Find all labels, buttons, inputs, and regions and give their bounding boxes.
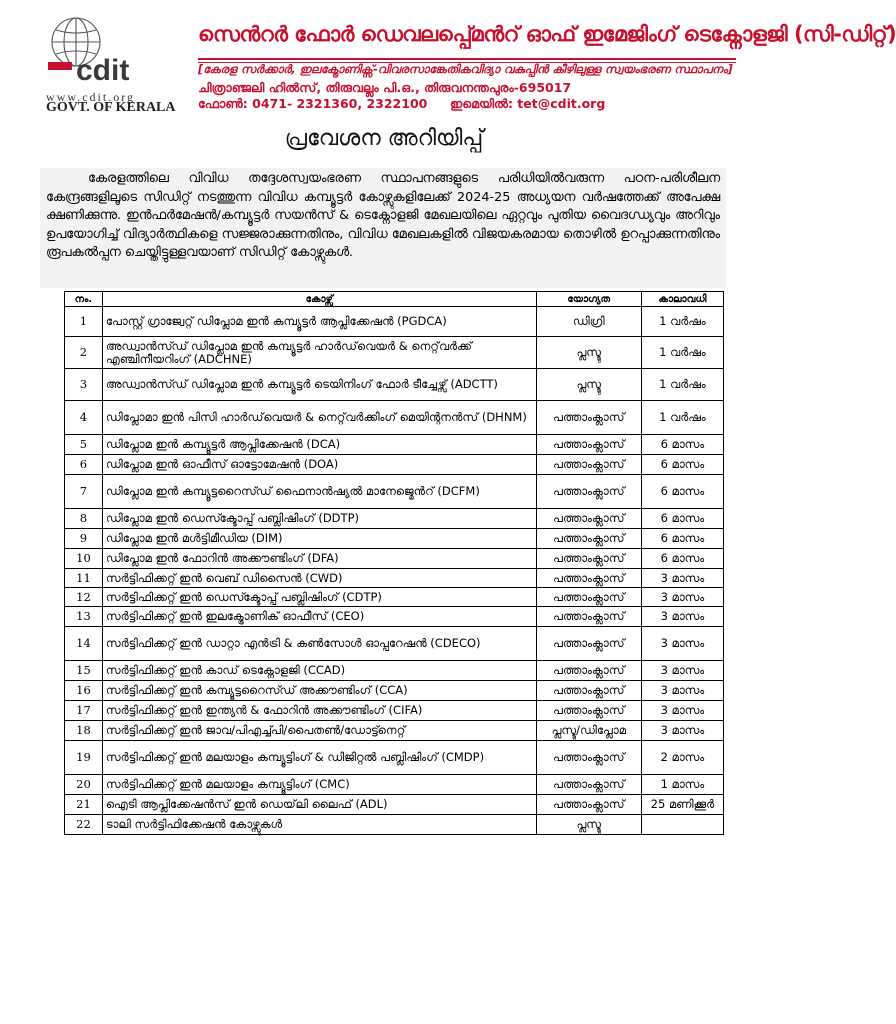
cell-duration: 25 മണിക്കൂർ — [641, 795, 723, 815]
header-no: നം. — [65, 292, 103, 307]
cell-no: 2 — [65, 337, 103, 369]
cell-course: ഡിപ്ലോമ ഇൻ ഡെസ്ക്ടോപ്പ് പബ്ലിഷിംഗ് (DDTP) — [102, 509, 536, 529]
cell-no: 14 — [65, 627, 103, 661]
cell-duration: 1 വർഷം — [641, 401, 723, 435]
table-row — [65, 529, 724, 549]
table-row — [65, 455, 724, 475]
cell-course: അഡ്വാൻസ്ഡ് ഡിപ്ലോമ ഇൻ കമ്പ്യൂട്ടർ ടെയിനിംഗ് ഫോർ ടീച്ചേഴ്സ് (ADCTT) — [102, 369, 536, 401]
header-qualification: യോഗ്യത — [536, 292, 641, 307]
cell-qualification: പത്താംക്ലാസ് — [536, 549, 641, 569]
cell-no: 11 — [65, 569, 103, 588]
table-row — [65, 509, 724, 529]
cell-duration: 3 മാസം — [641, 661, 723, 681]
cell-course: സർട്ടിഫിക്കറ്റ് ഇൻ കാഡ് ടെക്നോളജി (CCAD) — [102, 661, 536, 681]
cell-qualification: പത്താംക്ലാസ് — [536, 455, 641, 475]
cell-qualification: പ്ലസ്ടു — [536, 369, 641, 401]
cell-no: 5 — [65, 435, 103, 455]
cell-qualification: ഡിഗ്രി — [536, 307, 641, 337]
cell-no: 19 — [65, 741, 103, 775]
cell-qualification: പത്താംക്ലാസ് — [536, 681, 641, 701]
cell-qualification: പത്താംക്ലാസ് — [536, 401, 641, 435]
table-row — [65, 307, 724, 337]
cell-no: 9 — [65, 529, 103, 549]
cell-no: 22 — [65, 815, 103, 835]
table-row — [65, 435, 724, 455]
cell-no: 20 — [65, 775, 103, 795]
cell-no: 21 — [65, 795, 103, 815]
cell-duration: 6 മാസം — [641, 509, 723, 529]
table-row — [65, 795, 724, 815]
cell-course: ഡിപ്ലോമ ഇൻ കമ്പ്യൂട്ടർ ആപ്ലിക്കേഷൻ (DCA) — [102, 435, 536, 455]
cell-course: സർട്ടിഫിക്കറ്റ് ഇൻ ജാവ/പിഎച്ച്പി/പൈതൺ/ഡോട്ട്നെറ്റ് — [102, 721, 536, 741]
table-row — [65, 775, 724, 795]
cell-qualification: പത്താംക്ലാസ് — [536, 569, 641, 588]
table-row — [65, 721, 724, 741]
cell-no: 17 — [65, 701, 103, 721]
cell-duration: 1 വർഷം — [641, 337, 723, 369]
cell-course: സർട്ടിഫിക്കറ്റ് ഇൻ മലയാളം കമ്പ്യൂട്ടിംഗ് & ഡിജിറ്റൽ പബ്ലിഷിംഗ് (CMDP) — [102, 741, 536, 775]
table-row — [65, 627, 724, 661]
table-row — [65, 741, 724, 775]
cell-duration: 3 മാസം — [641, 681, 723, 701]
cell-course: സർട്ടിഫിക്കറ്റ് ഇൻ കമ്പ്യൂട്ടറൈസ്ഡ് അക്കൗണ്ടിംഗ് (CCA) — [102, 681, 536, 701]
cell-no: 10 — [65, 549, 103, 569]
table-row — [65, 569, 724, 588]
cell-qualification: പത്താംക്ലാസ് — [536, 627, 641, 661]
cell-course: ഡിപ്ലോമാ ഇൻ പിസി ഹാർഡ്‌വെയർ & നെറ്റ്‌വർക്കിംഗ് മെയിന്റനൻസ് (DHNM) — [102, 401, 536, 435]
cell-course: സർട്ടിഫിക്കറ്റ് ഇൻ മലയാളം കമ്പ്യൂട്ടിംഗ് (CMC) — [102, 775, 536, 795]
table-row — [65, 681, 724, 701]
cell-no: 1 — [65, 307, 103, 337]
cell-duration: 6 മാസം — [641, 455, 723, 475]
cell-course: ഡിപ്ലോമ ഇൻ കമ്പ്യൂട്ടറൈസ്ഡ് ഫൈനാൻഷ്യൽ മാനേജ്മെൻറ് (DCFM) — [102, 475, 536, 509]
cell-duration: 3 മാസം — [641, 701, 723, 721]
govt-label: GOVT. OF KERALA — [46, 100, 176, 115]
cell-course: സർട്ടിഫിക്കറ്റ് ഇൻ ഇന്ത്യൻ & ഫോറിൻ അക്കൗണ്ടിംഗ് (CIFA) — [102, 701, 536, 721]
header-rule — [198, 58, 736, 60]
table-row — [65, 588, 724, 607]
table-row — [65, 401, 724, 435]
cell-qualification: പത്താംക്ലാസ് — [536, 795, 641, 815]
cell-qualification: പത്താംക്ലാസ് — [536, 661, 641, 681]
cell-duration: 6 മാസം — [641, 549, 723, 569]
cell-duration: 3 മാസം — [641, 627, 723, 661]
cell-qualification: പത്താംക്ലാസ് — [536, 588, 641, 607]
table-row — [65, 369, 724, 401]
cell-course: സർട്ടിഫിക്കറ്റ് ഇൻ ഡെസ്ക്ടോപ്പ് പബ്ലിഷിംഗ് (CDTP) — [102, 588, 536, 607]
table-row — [65, 337, 724, 369]
table-header-row — [65, 292, 724, 307]
table-row — [65, 815, 724, 835]
cell-no: 3 — [65, 369, 103, 401]
cell-course: ടാലി സർട്ടിഫിക്കേഷൻ കോഴ്സുകൾ — [102, 815, 536, 835]
cell-course: പോസ്റ്റ് ഗ്രാജ്വേറ്റ് ഡിപ്ലോമ ഇൻ കമ്പ്യൂട്ടർ ആപ്ലിക്കേഷൻ (PGDCA) — [102, 307, 536, 337]
table-row — [65, 661, 724, 681]
header-course: കോഴ്സ് — [102, 292, 536, 307]
cell-qualification: പത്താംക്ലാസ് — [536, 529, 641, 549]
cell-course: സർട്ടിഫിക്കറ്റ് ഇൻ വെബ് ഡിസൈൻ (CWD) — [102, 569, 536, 588]
header-duration: കാലാവധി — [641, 292, 723, 307]
cell-qualification: പത്താംക്ലാസ് — [536, 741, 641, 775]
cell-no: 13 — [65, 607, 103, 627]
cell-qualification: പത്താംക്ലാസ് — [536, 509, 641, 529]
cell-no: 7 — [65, 475, 103, 509]
cell-no: 8 — [65, 509, 103, 529]
cell-qualification: പത്താംക്ലാസ് — [536, 775, 641, 795]
table-row — [65, 607, 724, 627]
cell-course: അഡ്വാൻസ്ഡ് ഡിപ്ലോമ ഇൻ കമ്പ്യൂട്ടർ ഹാർഡ്‌വെയർ & നെറ്റ്‌വർക്ക് എഞ്ചിനീയറിംഗ് (ADCHNE) — [102, 337, 536, 369]
cell-duration: 2 മാസം — [641, 741, 723, 775]
cell-no: 18 — [65, 721, 103, 741]
org-address: ചിത്രാഞ്ജലി ഹിൽസ്, തിരുവല്ലം പി.ഒ., തിരുവനന്തപുരം-695017 — [198, 80, 572, 95]
intro-paragraph: കേരളത്തിലെ വിവിധ തദ്ദേശസ്വയംഭരണ സ്ഥാപനങ്ങളുടെ പരിധിയിൽവരുന്ന പഠന-പരിശീലന കേന്ദ്രങ്ങളിലൂടെ സിഡിറ്റ് നടത്തുന്ന വിവിധ കമ്പ്യൂട്ടർ കോഴ്സുകളിലേക്ക് 2024-25 അധ്യയന വർഷത്തേക്ക് അപേക്ഷ ക്ഷണിക്കുന്നു. ഇൻഫർമേഷൻ/കമ്പ്യൂട്ടർ സയൻസ് & ടെക്നോളജി മേഖലയിലെ ഏറ്റവും പുതിയ വൈദഗ്ധ്യവും അറിവും ഉപയോഗിച്ച് വിദ്യാർത്ഥികളെ സജ്ജരാക്കുന്നതിനും, വിവിധ മേഖലകളിൽ വിജയകരമായ തൊഴിൽ ഉറപ്പാക്കുന്നതിനും രൂപകൽപ്പന ചെയ്തിട്ടുള്ളവയാണ് സിഡിറ്റ് കോഴ്സുകൾ. — [40, 168, 726, 288]
cell-course: സർട്ടിഫിക്കറ്റ് ഇൻ ഇലക്ട്രോണിക് ഓഫീസ് (CEO) — [102, 607, 536, 627]
cell-no: 12 — [65, 588, 103, 607]
cdit-logo-icon — [42, 14, 172, 86]
cell-qualification: പത്താംക്ലാസ് — [536, 435, 641, 455]
cell-duration: 1 വർഷം — [641, 307, 723, 337]
cell-no: 4 — [65, 401, 103, 435]
cell-course: ഡിപ്ലോമ ഇൻ ഫോറിൻ അക്കൗണ്ടിംഗ് (DFA) — [102, 549, 536, 569]
website-url: www.cdit.org — [46, 90, 135, 104]
cell-duration: 3 മാസം — [641, 588, 723, 607]
cell-no: 6 — [65, 455, 103, 475]
cell-qualification: പത്താംക്ലാസ് — [536, 701, 641, 721]
cell-qualification: പ്ലസ്ടു/ഡിപ്ലോമ — [536, 721, 641, 741]
cell-duration: 1 വർഷം — [641, 369, 723, 401]
table-row — [65, 701, 724, 721]
cell-course: ഡിപ്ലോമ ഇൻ ഓഫീസ് ഓട്ടോമേഷൻ (DOA) — [102, 455, 536, 475]
logo-wordmark: cdit — [76, 54, 130, 87]
org-title: സെൻറർ ഫോർ ഡെവലപ്പ്മെൻറ് ഓഫ് ഇമേജിംഗ് ടെക്നോളജി (സി-ഡിറ്റ്) — [198, 22, 896, 46]
cell-duration — [641, 815, 723, 835]
cell-qualification: പത്താംക്ലാസ് — [536, 607, 641, 627]
org-subtitle: [കേരള സർക്കാർ, ഇലക്ട്രോണിക്സ്-വിവരസാങ്കേതികവിദ്യാ വകുപ്പിൻ കീഴിലുള്ള സ്വയംഭരണ സ്ഥാപനം] — [198, 62, 733, 76]
cell-course: സർട്ടിഫിക്കറ്റ് ഇൻ ഡാറ്റാ എൻട്രി & കൺസോൾ ഓപ്പറേഷൻ (CDECO) — [102, 627, 536, 661]
cell-no: 15 — [65, 661, 103, 681]
table-row — [65, 549, 724, 569]
cell-course: ഡിപ്ലോമ ഇൻ മൾട്ടിമീഡിയ (DIM) — [102, 529, 536, 549]
cell-no: 16 — [65, 681, 103, 701]
courses-table — [64, 291, 724, 835]
cell-duration: 3 മാസം — [641, 721, 723, 741]
org-email: ഇമെയിൽ: tet@cdit.org — [450, 96, 606, 111]
cell-qualification: പ്ലസ്ടു — [536, 815, 641, 835]
cell-duration: 3 മാസം — [641, 569, 723, 588]
cell-duration: 1 മാസം — [641, 775, 723, 795]
cell-duration: 3 മാസം — [641, 607, 723, 627]
course-rows — [65, 307, 724, 835]
cell-qualification: പ്ലസ്ടു — [536, 337, 641, 369]
cell-duration: 6 മാസം — [641, 435, 723, 455]
cell-qualification: പത്താംക്ലാസ് — [536, 475, 641, 509]
org-phone: ഫോൺ: 0471- 2321360, 2322100 — [198, 96, 428, 111]
cell-course: ഐടി ആപ്ലിക്കേഷൻസ് ഇൻ ഡെയ്‌ലി ലൈഫ് (ADL) — [102, 795, 536, 815]
table-row — [65, 475, 724, 509]
cell-duration: 6 മാസം — [641, 475, 723, 509]
notice-title: പ്രവേശന അറിയിപ്പ് — [284, 126, 484, 151]
cell-duration: 6 മാസം — [641, 529, 723, 549]
